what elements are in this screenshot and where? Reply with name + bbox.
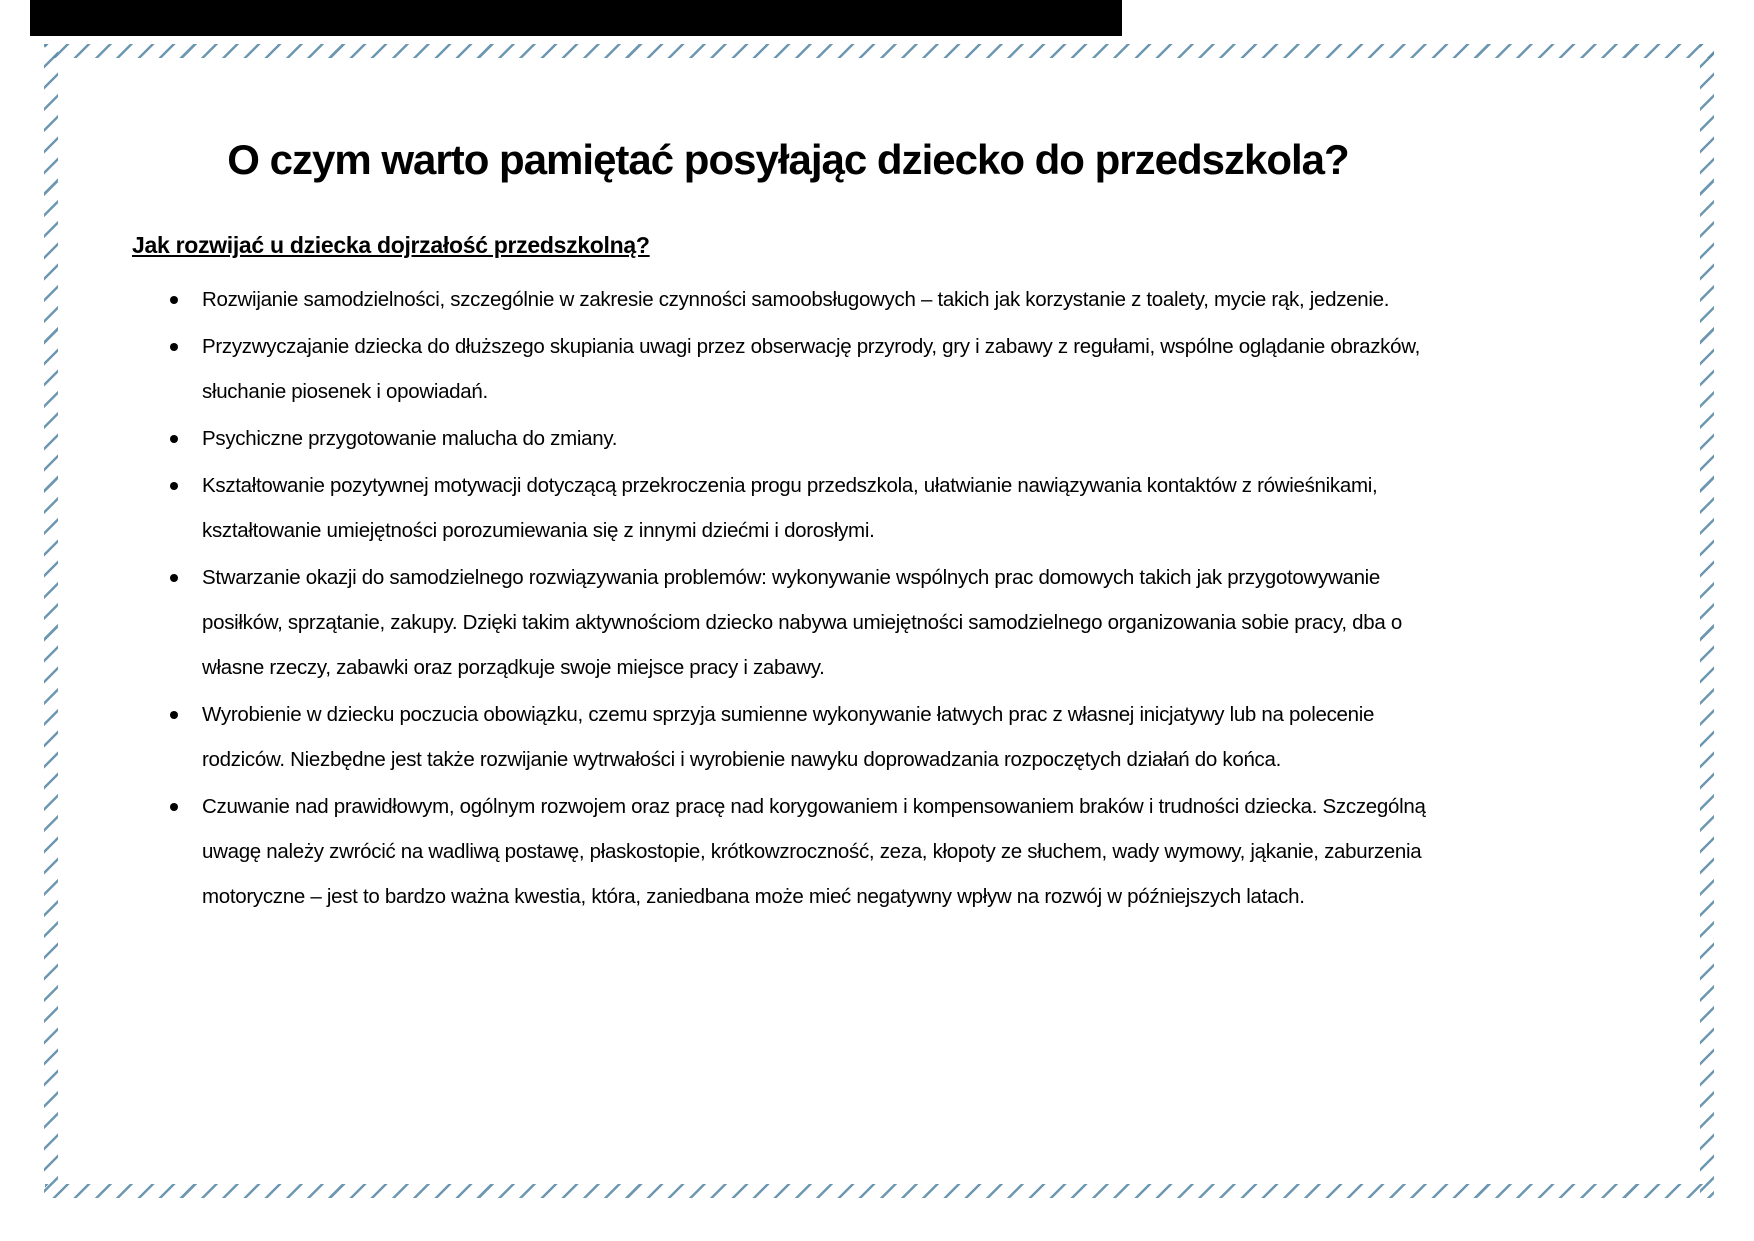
list-item-text: Rozwijanie samodzielności, szczególnie w zakresie czynności samoobsługowych – takich jak korzystanie z toalety, mycie rąk, jedzenie. (202, 288, 1390, 312)
section-heading: Jak rozwijać u dziecka dojrzałość przedszkolną? (132, 232, 650, 259)
list-item (132, 463, 1444, 553)
bullet-list (132, 277, 1444, 919)
list-item-text: Stwarzanie okazji do samodzielnego rozwiązywania problemów: wykonywanie wspólnych prac domowych takich jak przygotowywanie posiłków, sprzątanie, zakupy. Dzięki takim aktywnościom dziecko nabywa umiejętności samodzielnego organizowania sobie pracy, dba o własne rzeczy, zabawki oraz porządkuje swoje miejsce pracy i zabawy. (202, 566, 1402, 680)
page-border-right (1700, 44, 1714, 1196)
scan-artifact-bar (30, 0, 1122, 36)
list-item (132, 416, 1444, 461)
bullet-icon (170, 803, 178, 811)
list-item-text: Czuwanie nad prawidłowym, ogólnym rozwojem oraz pracę nad korygowaniem i kompensowaniem braków i trudności dziecka. Szczególną uwagę należy zwrócić na wadliwą postawę, płaskostopie, krótkowzroczność, zeza, kłopoty ze słuchem, wady wymowy, jąkanie, zaburzenia motoryczne – jest to bardzo ważna kwestia, która, zaniedbana może mieć negatywny wpływ na rozwój w późniejszych latach. (202, 795, 1426, 909)
document-content (132, 44, 1444, 921)
bullet-icon (170, 711, 178, 719)
page-border-bottom (45, 1184, 1714, 1198)
bullet-icon (170, 574, 178, 582)
list-item-text: Przyzwyczajanie dziecka do dłuższego skupiania uwagi przez obserwację przyrody, gry i zabawy z regułami, wspólne oglądanie obrazków, słuchanie piosenek i opowiadań. (202, 335, 1420, 404)
list-item (132, 692, 1444, 782)
page-border-left (44, 44, 58, 1196)
list-item (132, 324, 1444, 414)
list-item (132, 784, 1444, 919)
bullet-icon (170, 296, 178, 304)
list-item-text: Psychiczne przygotowanie malucha do zmiany. (202, 427, 618, 451)
document-title: O czym warto pamiętać posyłając dziecko do przedszkola? (227, 136, 1349, 183)
list-item-text: Kształtowanie pozytywnej motywacji dotyczącą przekroczenia progu przedszkola, ułatwianie nawiązywania kontaktów z rówieśnikami, kształtowanie umiejętności porozumiewania się z innymi dziećmi i dorosłymi. (202, 474, 1378, 543)
list-item-text: Wyrobienie w dziecku poczucia obowiązku, czemu sprzyja sumienne wykonywanie łatwych prac z własnej inicjatywy lub na polecenie rodziców. Niezbędne jest także rozwijanie wytrwałości i wyrobienie nawyku doprowadzania rozpoczętych działań do końca. (202, 703, 1375, 772)
list-item (132, 277, 1444, 322)
bullet-icon (170, 343, 178, 351)
bullet-icon (170, 435, 178, 443)
bullet-icon (170, 482, 178, 490)
list-item (132, 555, 1444, 690)
